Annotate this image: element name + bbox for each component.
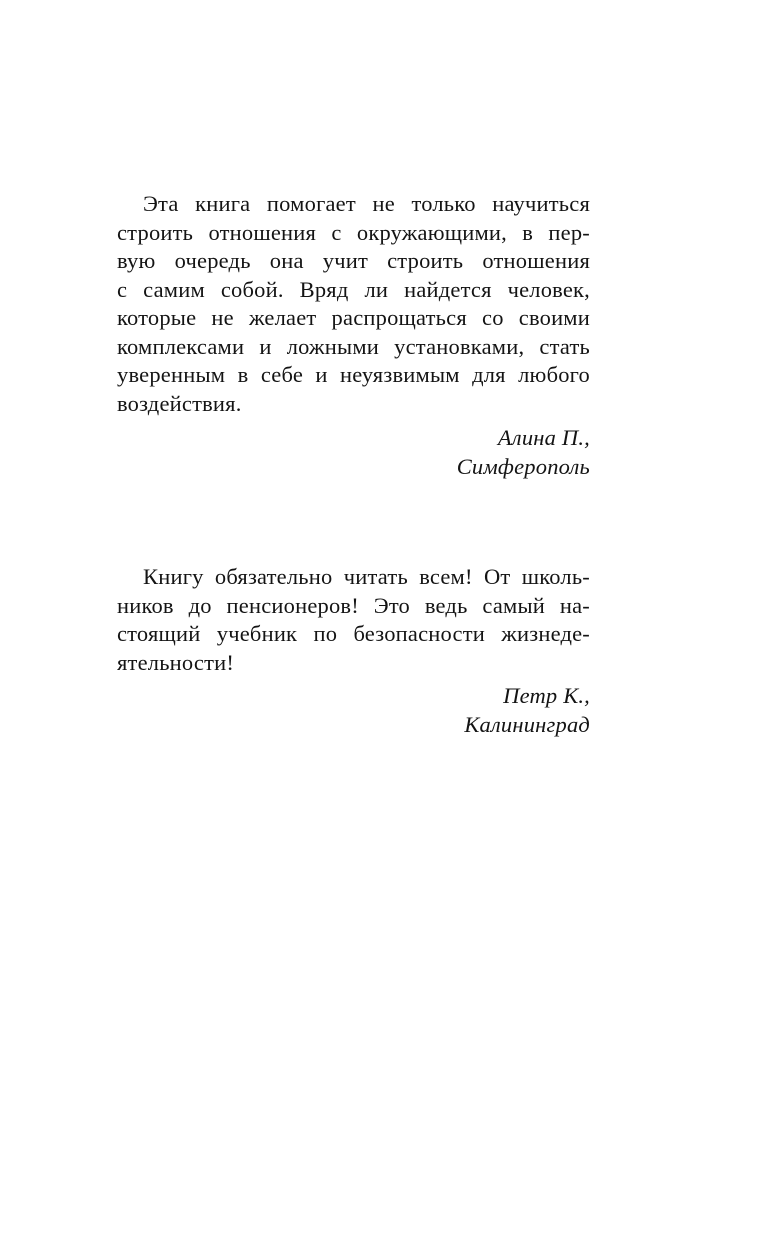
quote-line: стоящий учебник по безопасности жизнеде- — [117, 621, 590, 646]
attribution-name: Петр К., — [503, 683, 590, 708]
attribution-city: Калининград — [464, 711, 590, 737]
quote-line: воздействия. — [117, 390, 242, 416]
page-text-block — [117, 190, 590, 739]
quote-line: ятельности! — [117, 649, 235, 675]
attribution-name: Алина П., — [497, 425, 590, 450]
quote-line: комплексами и ложными установками, стать — [117, 333, 590, 359]
quote-line: Эта книга помогает не только научиться — [143, 191, 590, 216]
quote-line: ников до пенсионеров! Это ведь самый на- — [117, 592, 590, 618]
attribution-city: Симферополь — [456, 453, 590, 479]
quote-attribution-2 — [117, 682, 590, 739]
quote-line: строить отношения с окружающими, в пер- — [117, 219, 590, 245]
reader-review-quote-1 — [117, 190, 590, 418]
reader-review-quote-2 — [117, 563, 590, 677]
quote-line: Книгу обязательно читать всем! От школь- — [143, 564, 590, 589]
quote-line: уверенным в себе и неуязвимым для любого — [117, 362, 590, 387]
quote-line: которые не желает распрощаться со своими — [117, 305, 590, 330]
quote-line: с самим собой. Вряд ли найдется человек, — [117, 276, 590, 302]
quote-line: вую очередь она учит строить отношения — [117, 248, 590, 273]
quote-attribution-1 — [117, 424, 590, 481]
